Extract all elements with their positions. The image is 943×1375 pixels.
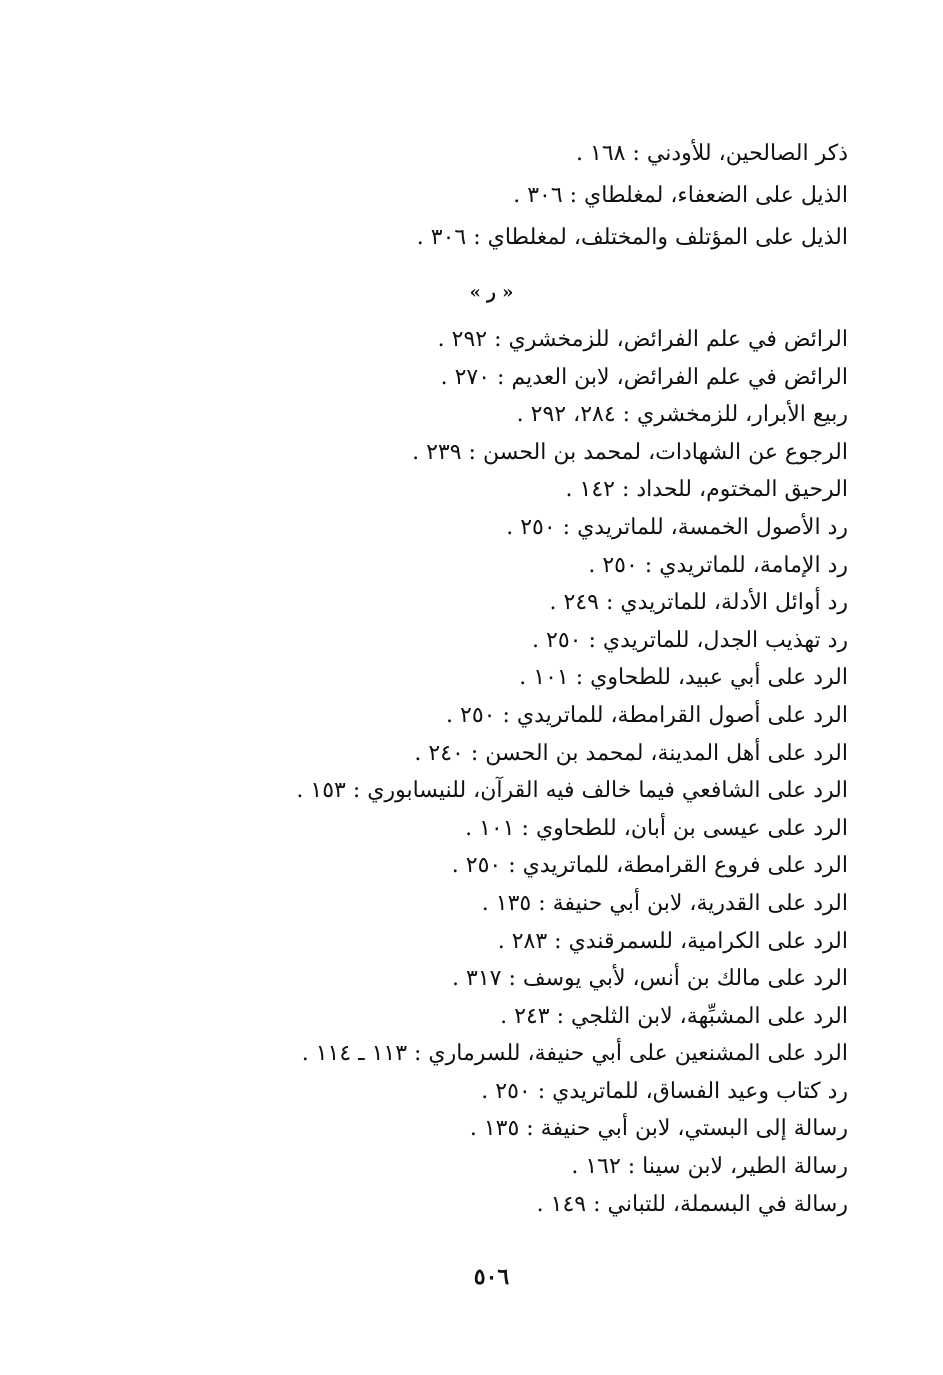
index-entry: رسالة الطير، لابن سينا : ١٦٢ .	[571, 1154, 848, 1180]
index-entry: الرد على أهل المدينة، لمحمد بن الحسن : ٢٤٠ .	[414, 740, 848, 766]
index-entries-ra	[296, 321, 848, 1223]
index-entry: الرائض في علم الفرائض، لابن العديم : ٢٧٠ .	[440, 364, 848, 390]
index-entry: الرد على أبي عبيد، للطحاوي : ١٠١ .	[519, 665, 848, 691]
page-number: ٥٠٦	[473, 1264, 510, 1290]
index-entry: رد كتاب وعيد الفساق، للماتريدي : ٢٥٠ .	[481, 1078, 848, 1104]
index-entry: الرد على الشافعي فيما خالف فيه القرآن، للنيسابوري : ١٥٣ .	[296, 778, 848, 804]
index-entry: الرجوع عن الشهادات، لمحمد بن الحسن : ٢٣٩ .	[412, 439, 848, 465]
index-entry: ربيع الأبرار، للزمخشري : ٢٨٤، ٢٩٢ .	[516, 402, 848, 428]
section-header-ra: « ر »	[469, 282, 514, 303]
index-entry: الذيل على الضعفاء، لمغلطاي : ٣٠٦ .	[513, 183, 848, 208]
index-entry: الرد على القدرية، لابن أبي حنيفة : ١٣٥ .	[481, 890, 848, 916]
index-entry: رد تهذيب الجدل، للماتريدي : ٢٥٠ .	[532, 627, 848, 653]
index-entry: رد أوائل الأدلة، للماتريدي : ٢٤٩ .	[549, 590, 848, 616]
index-entry: الرد على عيسى بن أبان، للطحاوي : ١٠١ .	[465, 815, 848, 841]
index-entry: الذيل على المؤتلف والمختلف، لمغلطاي : ٣٠٦ .	[416, 225, 848, 250]
index-entry: الرائض في علم الفرائض، للزمخشري : ٢٩٢ .	[437, 327, 848, 352]
index-entry: ذكر الصالحين، للأودني : ١٦٨ .	[576, 141, 848, 166]
index-entry: الرد على أصول القرامطة، للماتريدي : ٢٥٠ .	[446, 702, 848, 728]
index-entry: الرد على الكرامية، للسمرقندي : ٢٨٣ .	[497, 928, 848, 954]
index-entries-dhal	[417, 133, 848, 259]
index-entry: الرد على فروع القرامطة، للماتريدي : ٢٥٠ .	[451, 853, 848, 879]
index-entry: الرد على المشنعين على أبي حنيفة، للسرماري : ١١٣ ـ ١١٤ .	[301, 1041, 848, 1067]
index-entry: الرد على المشبِّهة، لابن الثلجي : ٢٤٣ .	[500, 1003, 848, 1029]
index-entry: رد الأصول الخمسة، للماتريدي : ٢٥٠ .	[506, 514, 848, 540]
index-entry: رسالة إلى البستي، لابن أبي حنيفة : ١٣٥ .	[469, 1116, 848, 1142]
index-entry: الرد على مالك بن أنس، لأبي يوسف : ٣١٧ .	[452, 966, 848, 992]
index-entry: الرحيق المختوم، للحداد : ١٤٢ .	[565, 477, 848, 503]
index-entry: رد الإمامة، للماتريدي : ٢٥٠ .	[588, 552, 848, 578]
index-entry: رسالة في البسملة، للتباني : ١٤٩ .	[536, 1191, 848, 1217]
